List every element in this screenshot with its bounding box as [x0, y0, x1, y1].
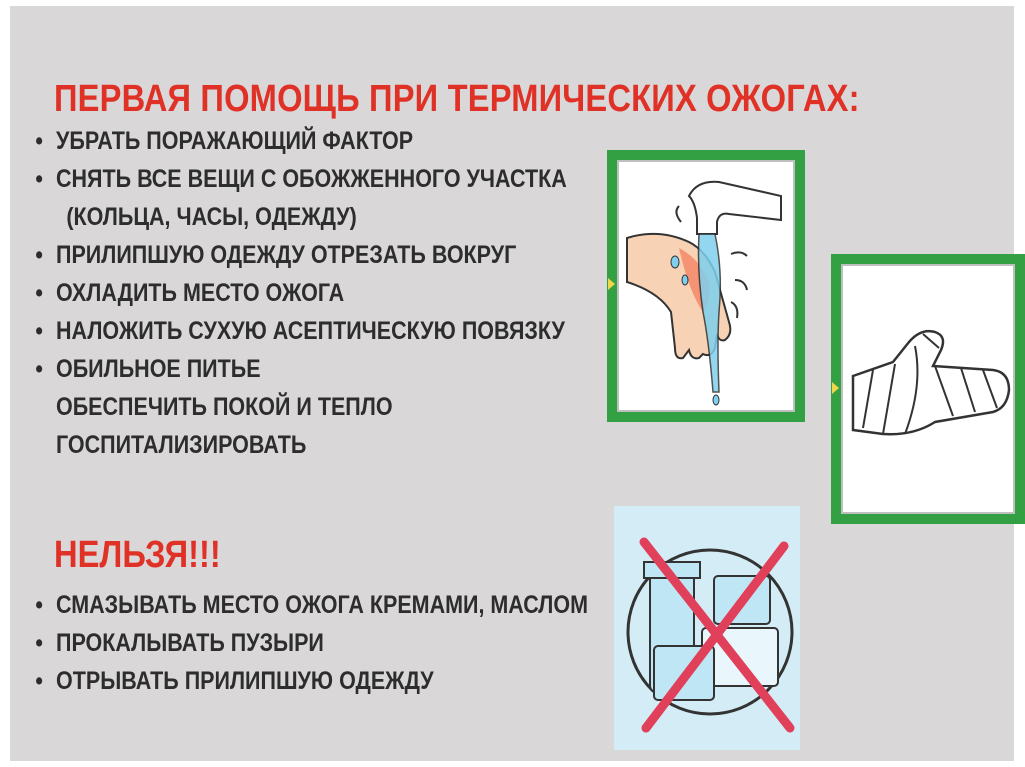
first-aid-list [35, 122, 616, 482]
first-aid-item: • УБРАТЬ ПОРАЖАЮЩИЙ ФАКТОР [35, 127, 414, 155]
first-aid-item: • НАЛОЖИТЬ СУХУЮ АСЕПТИЧЕСКУЮ ПОВЯЗКУ [35, 317, 565, 345]
bandage-illustration-frame [841, 264, 1015, 514]
first-aid-item: (КОЛЬЦА, ЧАСЫ, ОДЕЖДУ) [66, 203, 357, 231]
bandage-illustration-panel [831, 254, 1025, 524]
arrow-icon [608, 278, 615, 290]
first-aid-item: • ОХЛАДИТЬ МЕСТО ОЖОГА [35, 279, 345, 307]
slide [10, 6, 1014, 761]
hand-under-water-illustration [619, 162, 793, 410]
first-aid-item: ГОСПИТАЛИЗИРОВАТЬ [56, 431, 307, 459]
slide-title: ПЕРВАЯ ПОМОЩЬ ПРИ ТЕРМИЧЕСКИХ ОЖОГАХ: [54, 78, 860, 120]
first-aid-item: • ОБИЛЬНОЕ ПИТЬЕ [35, 355, 261, 383]
forbidden-illustration-panel [614, 506, 800, 750]
crossed-out-ointments-illustration [614, 506, 800, 750]
cooling-illustration-frame [617, 160, 795, 412]
forbidden-item: • ОТРЫВАТЬ ПРИЛИПШУЮ ОДЕЖДУ [35, 667, 434, 695]
bandaged-hand-illustration [843, 266, 1013, 512]
forbidden-list [35, 586, 616, 706]
forbidden-item: • ПРОКАЛЫВАТЬ ПУЗЫРИ [35, 629, 324, 657]
first-aid-item: ОБЕСПЕЧИТЬ ПОКОЙ И ТЕПЛО [56, 393, 393, 421]
forbidden-title: НЕЛЬЗЯ!!! [54, 534, 221, 576]
cooling-illustration-panel [607, 150, 805, 422]
first-aid-item: • ПРИЛИПШУЮ ОДЕЖДУ ОТРЕЗАТЬ ВОКРУГ [35, 241, 517, 269]
forbidden-item: • СМАЗЫВАТЬ МЕСТО ОЖОГА КРЕМАМИ, МАСЛОМ [35, 591, 589, 619]
first-aid-item: • СНЯТЬ ВСЕ ВЕЩИ С ОБОЖЖЕННОГО УЧАСТКА [35, 165, 567, 193]
arrow-icon [832, 382, 839, 394]
